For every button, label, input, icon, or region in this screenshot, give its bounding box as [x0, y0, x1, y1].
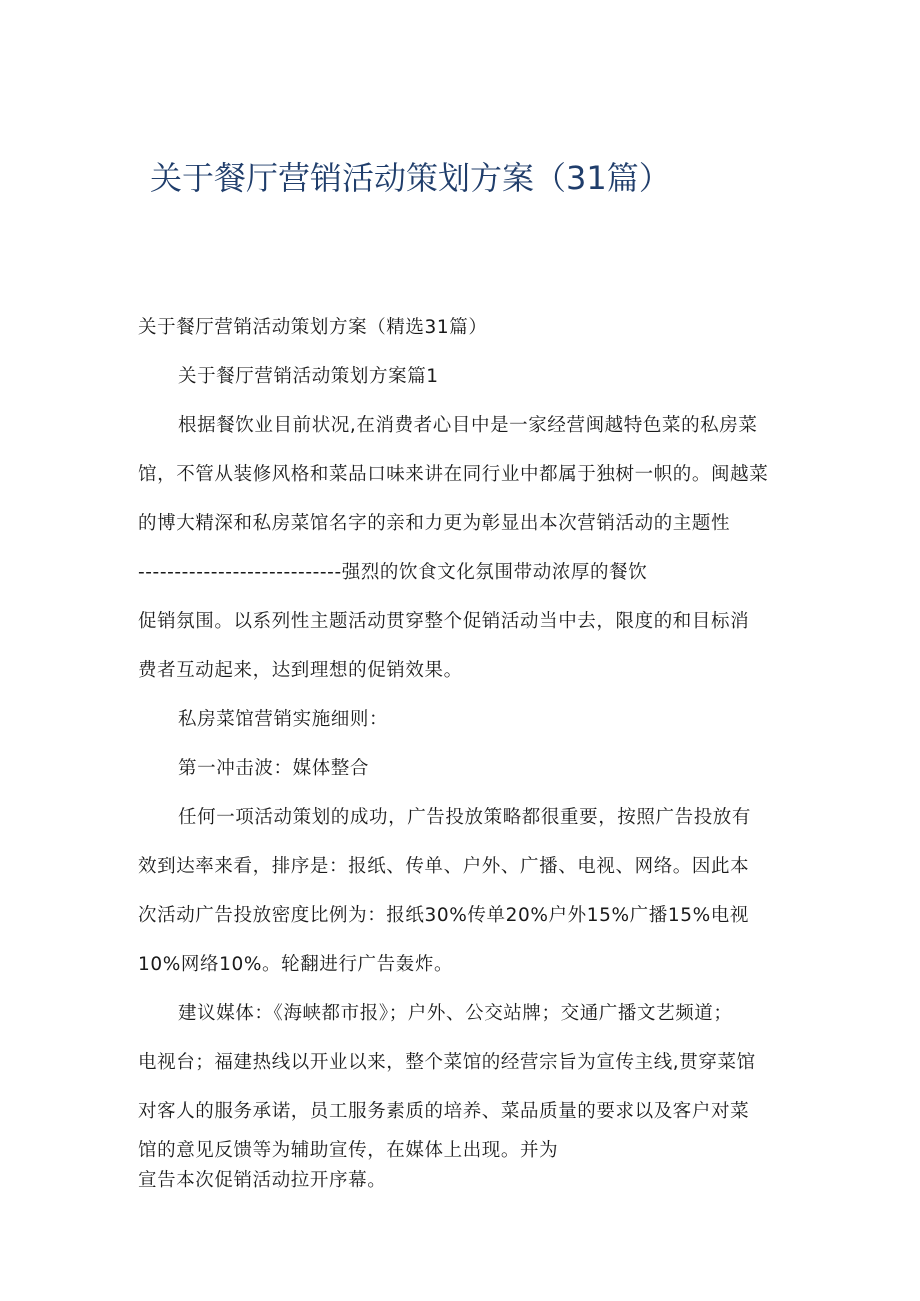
paragraph-line: 的博大精深和私房菜馆名字的亲和力更为彰显出本次营销活动的主题性: [138, 513, 731, 534]
wave-heading: 第一冲击波：媒体整合: [178, 758, 370, 779]
paragraph-line: 电视台；福建热线以开业以来，整个菜馆的经营宗旨为宣传主线,贯穿菜馆: [138, 1052, 756, 1073]
paragraph-line: 任何一项活动策划的成功，广告投放策略都很重要，按照广告投放有: [178, 807, 752, 828]
paragraph-line: 费者互动起来，达到理想的促销效果。: [138, 660, 463, 681]
rules-heading: 私房菜馆营销实施细则：: [178, 709, 389, 730]
paragraph-line: 对客人的服务承诺，员工服务素质的培养、菜品质量的要求以及客户对菜: [138, 1101, 750, 1122]
paragraph-line: 根据餐饮业目前状况,在消费者心目中是一家经营闽越特色菜的私房菜: [178, 415, 758, 436]
document-body: [138, 303, 798, 1196]
paragraph-1: [138, 401, 798, 695]
paragraph-line: 效到达率来看，排序是：报纸、传单、户外、广播、电视、网络。因此本: [138, 856, 750, 877]
paragraph-line: 10%网络10%。轮翻进行广告轰炸。: [138, 954, 454, 975]
paragraph-line: 馆的意见反馈等为辅助宣传，在媒体上出现。并为: [138, 1140, 559, 1161]
paragraph-3: [138, 989, 798, 1196]
paragraph-line: 馆，不管从装修风格和菜品口味来讲在同行业中都属于独树一帜的。闽越菜: [138, 464, 769, 485]
paragraph-line: ----------------------------强烈的饮食文化氛围带动浓厚的餐饮: [138, 562, 648, 583]
paragraph-line: 促销氛围。以系列性主题活动贯穿整个促销活动当中去，限度的和目标消: [138, 611, 750, 632]
paragraph-2: [138, 793, 798, 989]
section-heading: 关于餐厅营销活动策划方案篇1: [178, 366, 439, 387]
paragraph-line: 宣告本次促销活动拉开序幕。: [138, 1170, 387, 1191]
document-title: 关于餐厅营销活动策划方案（31篇）: [150, 159, 671, 197]
paragraph-line: 建议媒体：《海峡都市报》；户外、公交站牌；交通广播文艺频道；: [178, 1003, 733, 1024]
paragraph-line: 次活动广告投放密度比例为：报纸30%传单20%户外15%广播15%电视: [138, 905, 749, 926]
document-subtitle: 关于餐厅营销活动策划方案（精选31篇）: [138, 317, 488, 338]
